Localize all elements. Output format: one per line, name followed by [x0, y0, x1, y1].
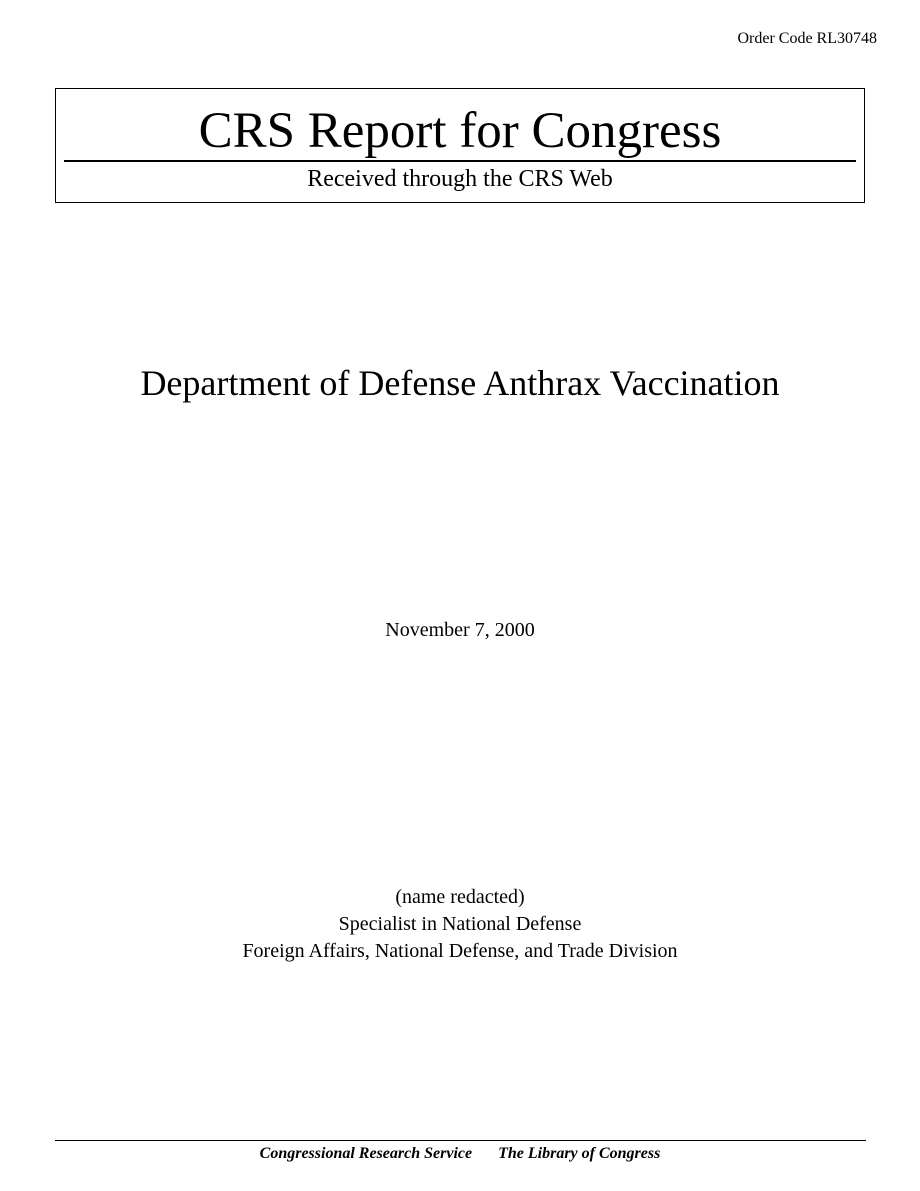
- author-division: Foreign Affairs, National Defense, and Trade Division: [242, 940, 678, 962]
- author-position: Specialist in National Defense: [338, 913, 582, 935]
- footer-organization: Congressional Research Service: [259, 1145, 473, 1162]
- report-date: November 7, 2000: [385, 619, 535, 641]
- masthead-title: CRS Report for Congress: [198, 103, 722, 159]
- footer: [0, 1144, 920, 1164]
- masthead-rule: [64, 160, 856, 162]
- footer-rule: [55, 1140, 866, 1141]
- footer-library: The Library of Congress: [498, 1145, 661, 1162]
- report-title: Department of Defense Anthrax Vaccination: [140, 363, 780, 403]
- order-code: Order Code RL30748: [737, 30, 877, 47]
- author-block: [0, 884, 920, 965]
- masthead-subtitle: Received through the CRS Web: [307, 166, 613, 192]
- masthead-box: [55, 88, 865, 203]
- author-name: (name redacted): [395, 886, 525, 908]
